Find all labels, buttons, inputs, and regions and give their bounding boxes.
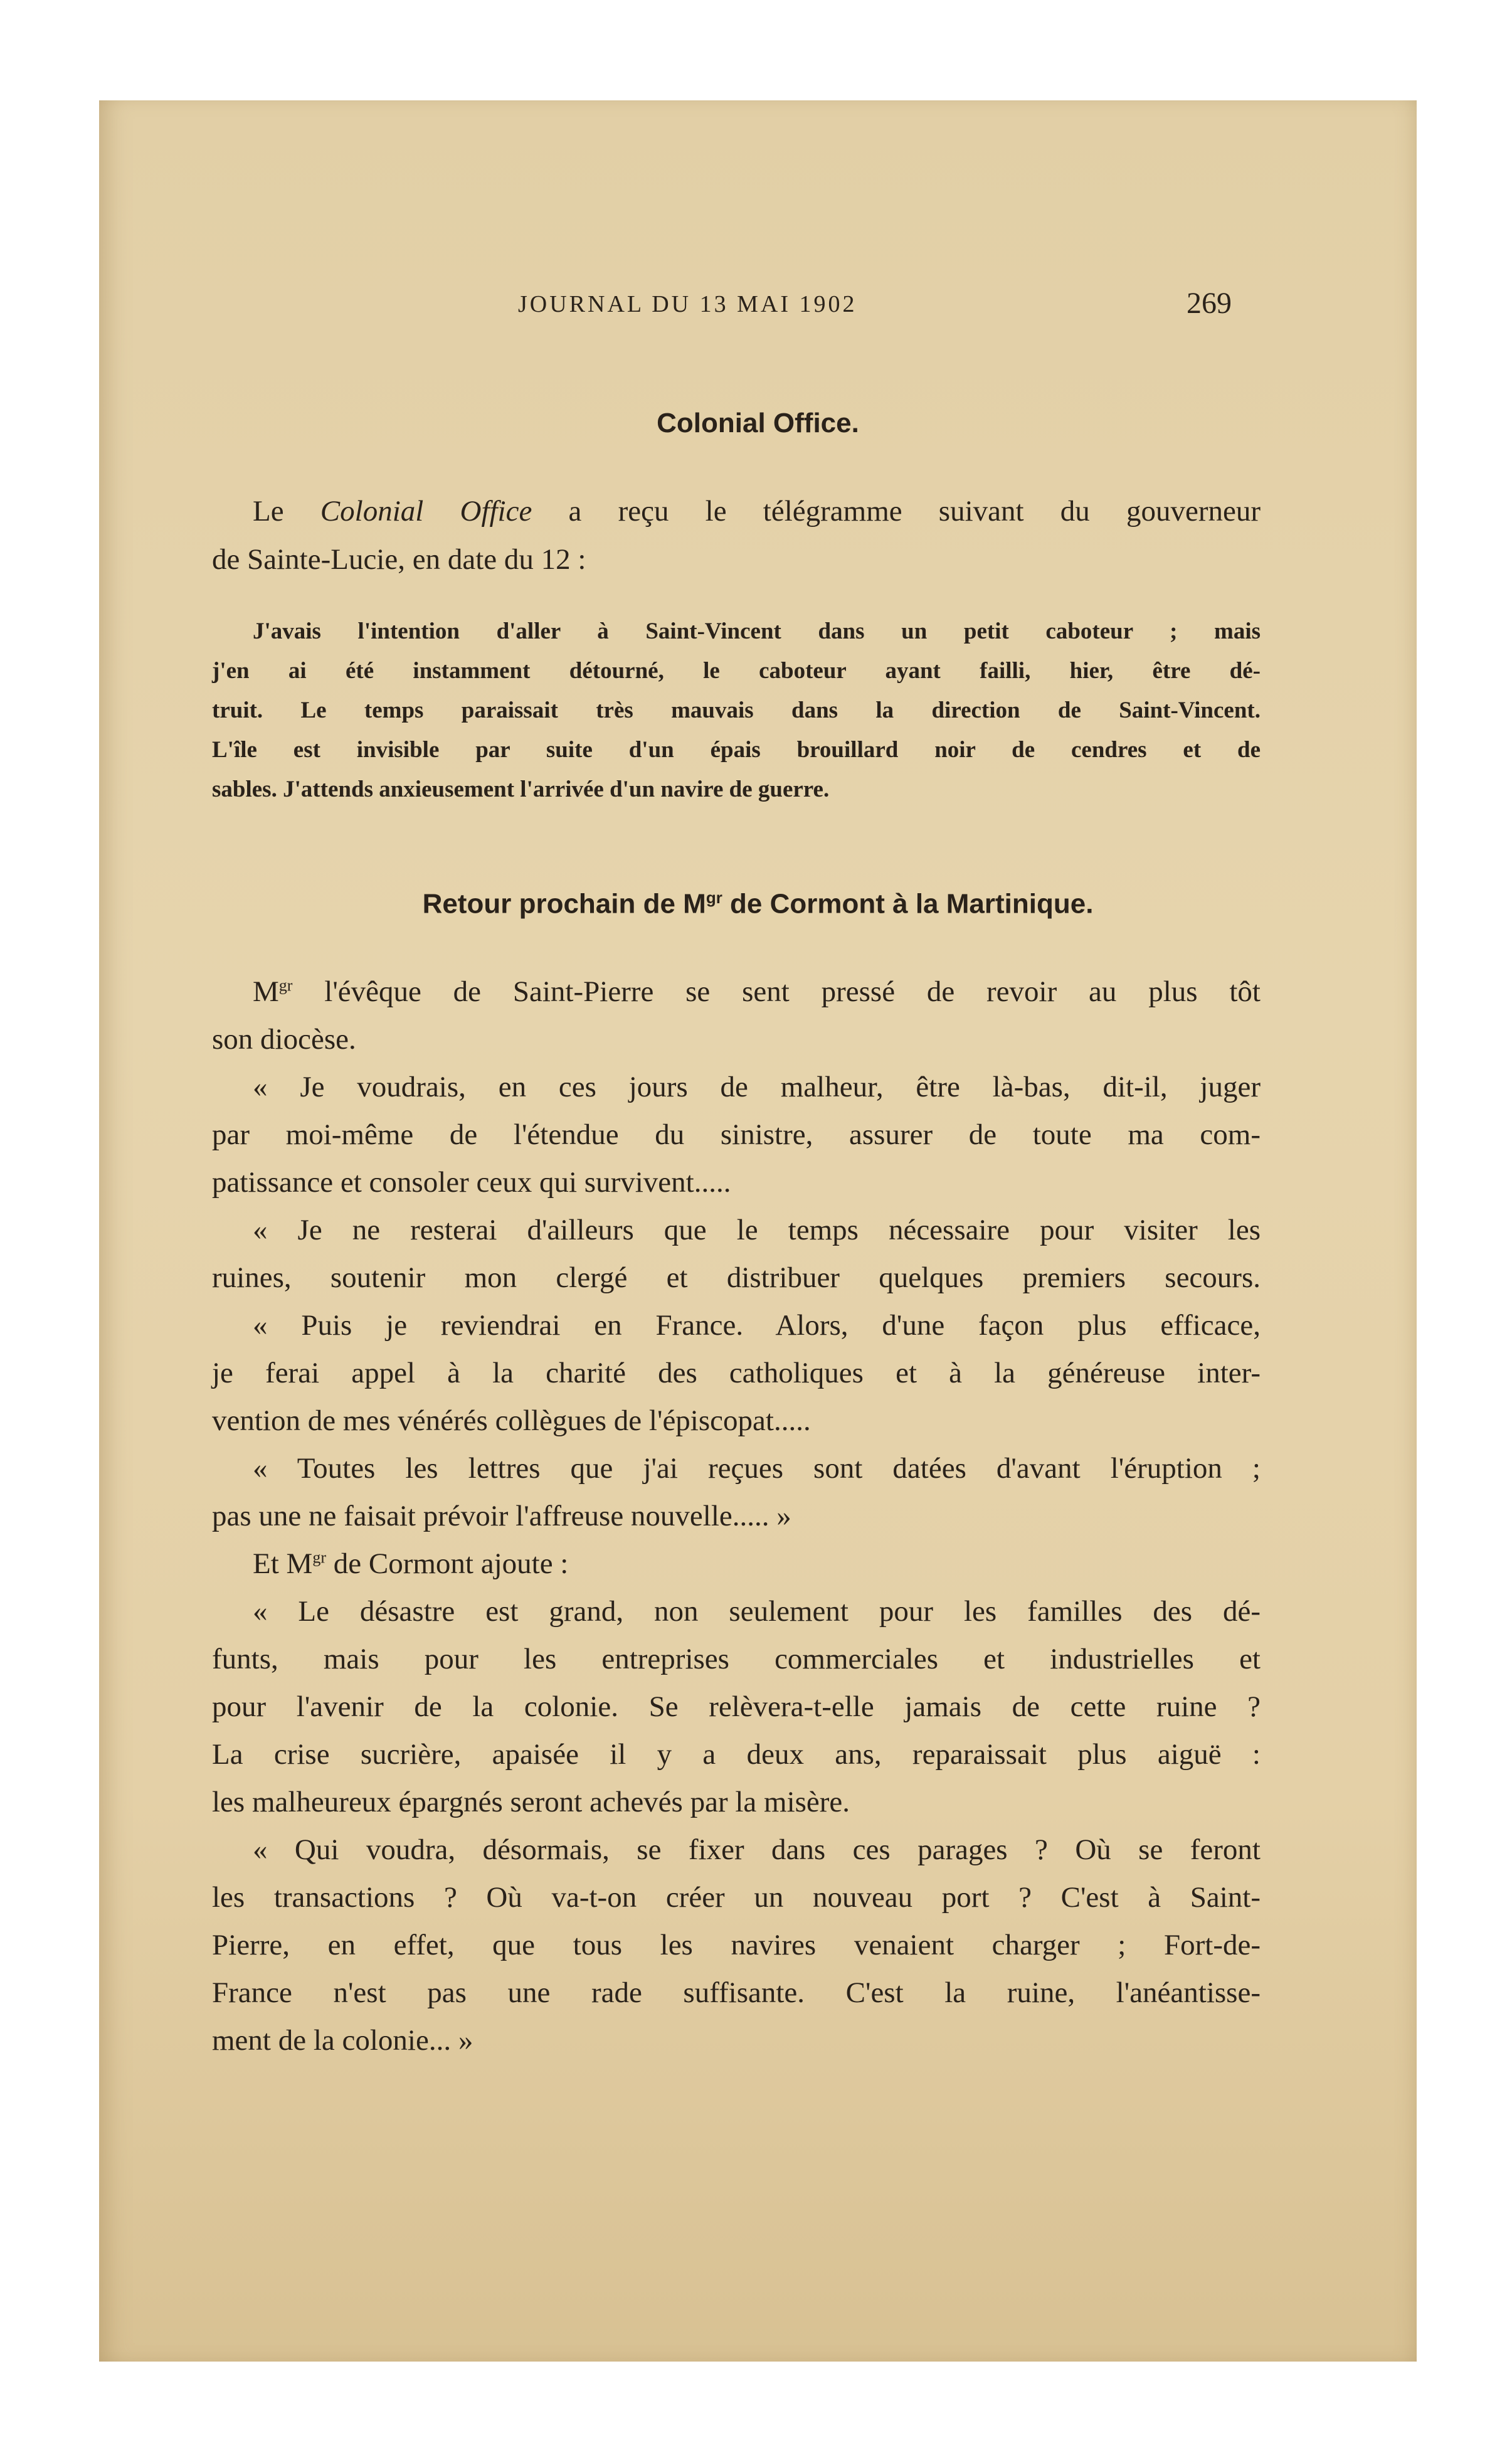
body-line: patissance et consoler ceux qui survivent..... [212, 1166, 731, 1199]
body-line: par moi-même de l'étendue du sinistre, assurer de toute ma com- [212, 1118, 1261, 1151]
body-line: pour l'avenir de la colonie. Se relèvera-t-elle jamais de cette ruine ? [212, 1690, 1261, 1723]
page-number: 269 [1187, 287, 1232, 320]
line-text: M [253, 975, 279, 1008]
body-line: les malheureux épargnés seront achevés par la misère. [212, 1786, 850, 1818]
line-rest: l'évêque de Saint-Pierre se sent pressé de revoir au plus tôt [292, 975, 1261, 1008]
body-line: « Puis je reviendrai en France. Alors, d'une façon plus efficace, [253, 1309, 1261, 1342]
heading-sup: gr [706, 888, 722, 907]
running-title: JOURNAL DU 13 MAI 1902 [518, 291, 857, 317]
body-line: ment de la colonie... » [212, 2024, 473, 2057]
body-line: funts, mais pour les entreprises commerciales et industrielles et [212, 1643, 1261, 1675]
body-line: son diocèse. [212, 1023, 356, 1056]
body-line: « Je ne resterai d'ailleurs que le temps nécessaire pour visiter les [253, 1214, 1261, 1246]
telegram-line: J'avais l'intention d'aller à Saint-Vincent dans un petit caboteur ; mais [253, 618, 1261, 644]
body-line: je ferai appel à la charité des catholiques et à la généreuse inter- [212, 1357, 1261, 1389]
body-line: ruines, soutenir mon clergé et distribuer quelques premiers secours. [212, 1261, 1261, 1294]
body-line [253, 977, 1261, 1007]
body-line: les transactions ? Où va-t-on créer un nouveau port ? C'est à Saint- [212, 1881, 1261, 1914]
line-sup: gr [278, 976, 293, 995]
line-sup: gr [312, 1548, 326, 1567]
telegram-line: j'en ai été instamment détourné, le caboteur ayant failli, hier, être dé- [212, 658, 1261, 684]
body-line: pas une ne faisait prévoir l'affreuse nouvelle..... » [212, 1500, 791, 1532]
body-line: vention de mes vénérés collègues de l'épiscopat..... [212, 1404, 811, 1437]
intro-italic: Colonial Office [320, 495, 532, 528]
book-page [99, 100, 1417, 2362]
line-text: Et M [253, 1547, 313, 1580]
intro-line-1 [253, 497, 1261, 526]
intro-rest: a reçu le télégramme suivant du gouverneur [532, 495, 1261, 528]
section-heading-colonial-office: Colonial Office. [657, 408, 859, 438]
heading-prefix: Retour prochain de M [422, 888, 706, 920]
body-line: « Toutes les lettres que j'ai reçues sont datées d'avant l'éruption ; [253, 1452, 1261, 1485]
telegram-line: L'île est invisible par suite d'un épais brouillard noir de cendres et de [212, 737, 1261, 763]
telegram-line: truit. Le temps paraissait très mauvais dans la direction de Saint-Vincent. [212, 697, 1261, 723]
heading-suffix: de Cormont à la Martinique. [722, 888, 1094, 920]
line-rest: de Cormont ajoute : [325, 1547, 569, 1580]
body-line: France n'est pas une rade suffisante. C'est la ruine, l'anéantisse- [212, 1976, 1261, 2009]
body-line [253, 1549, 1261, 1579]
body-line: La crise sucrière, apaisée il y a deux ans, reparaissait plus aiguë : [212, 1738, 1261, 1771]
body-line: « Qui voudra, désormais, se fixer dans ces parages ? Où se feront [253, 1833, 1261, 1866]
body-line: Pierre, en effet, que tous les navires venaient charger ; Fort-de- [212, 1929, 1261, 1961]
telegram-line: sables. J'attends anxieusement l'arrivée d'un navire de guerre. [212, 777, 830, 802]
intro-prefix: Le [253, 495, 320, 528]
body-line: « Je voudrais, en ces jours de malheur, être là-bas, dit-il, juger [253, 1071, 1261, 1103]
intro-line-2: de Sainte-Lucie, en date du 12 : [212, 543, 586, 576]
section-heading-retour [99, 888, 1417, 920]
body-line: « Le désastre est grand, non seulement pour les familles des dé- [253, 1595, 1261, 1628]
